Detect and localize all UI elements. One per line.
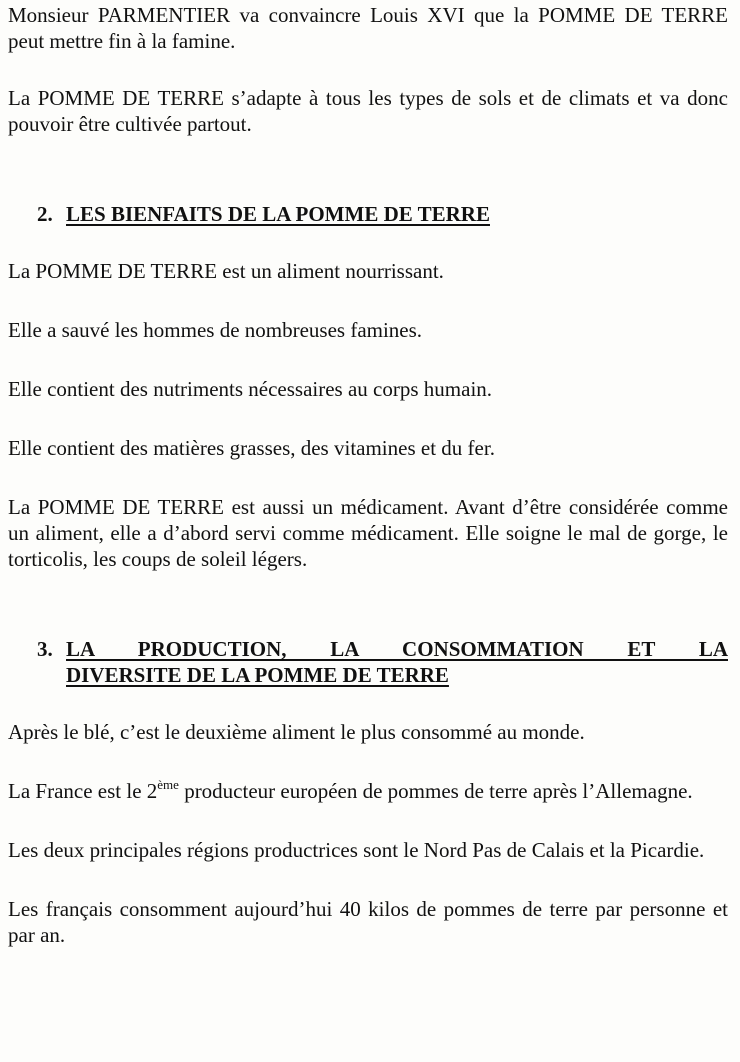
intro-paragraph-parmentier: Monsieur PARMENTIER va convaincre Louis XVI que la POMME DE TERRE peut mettre fin à la famine. [8,3,728,53]
section-3-paragraph-ble: Après le blé, c’est le deuxième aliment le plus consommé au monde. [8,720,585,744]
section-2-paragraph: Elle contient des nutriments nécessaires au corps humain. [8,377,493,401]
section-2-heading [8,201,728,227]
france-text-before: La France est le 2 [8,779,158,803]
section-3-paragraph-consommation: Les français consomment aujourd’hui 40 kilos de pommes de terre par personne et par an. [8,897,728,947]
section-2-paragraph: La POMME DE TERRE est un aliment nourrissant. [8,259,444,283]
section-3-title-line-1: LA PRODUCTION, LA CONSOMMATION ET LA [66,637,728,661]
section-2-number: 2. [37,202,53,226]
section-3-title-line-2: DIVERSITE DE LA POMME DE TERRE [66,663,449,687]
intro-paragraph-sols: La POMME DE TERRE s’adapte à tous les types de sols et de climats et va donc pouvoir être cultivée partout. [8,86,728,136]
document-page [8,2,728,948]
section-3-heading [8,636,728,688]
section-3-paragraph-france [8,778,728,804]
superscript-eme: ème [157,777,179,792]
section-3-title [66,636,728,688]
section-2-paragraph: Elle a sauvé les hommes de nombreuses famines. [8,318,423,342]
section-2-paragraph: Elle contient des matières grasses, des vitamines et du fer. [8,436,495,460]
section-3-paragraph-regions: Les deux principales régions productrices sont le Nord Pas de Calais et la Picardie. [8,838,705,862]
section-3-number: 3. [37,637,53,661]
section-2-paragraph-medicament: La POMME DE TERRE est aussi un médicament. Avant d’être considérée comme un aliment, elle a d’abord servi comme médicament. Elle soigne le mal de gorge, le torticolis, les coups de soleil légers. [8,495,728,571]
section-2-title: LES BIENFAITS DE LA POMME DE TERRE [66,202,490,226]
france-text-after: producteur européen de pommes de terre après l’Allemagne. [178,779,693,803]
